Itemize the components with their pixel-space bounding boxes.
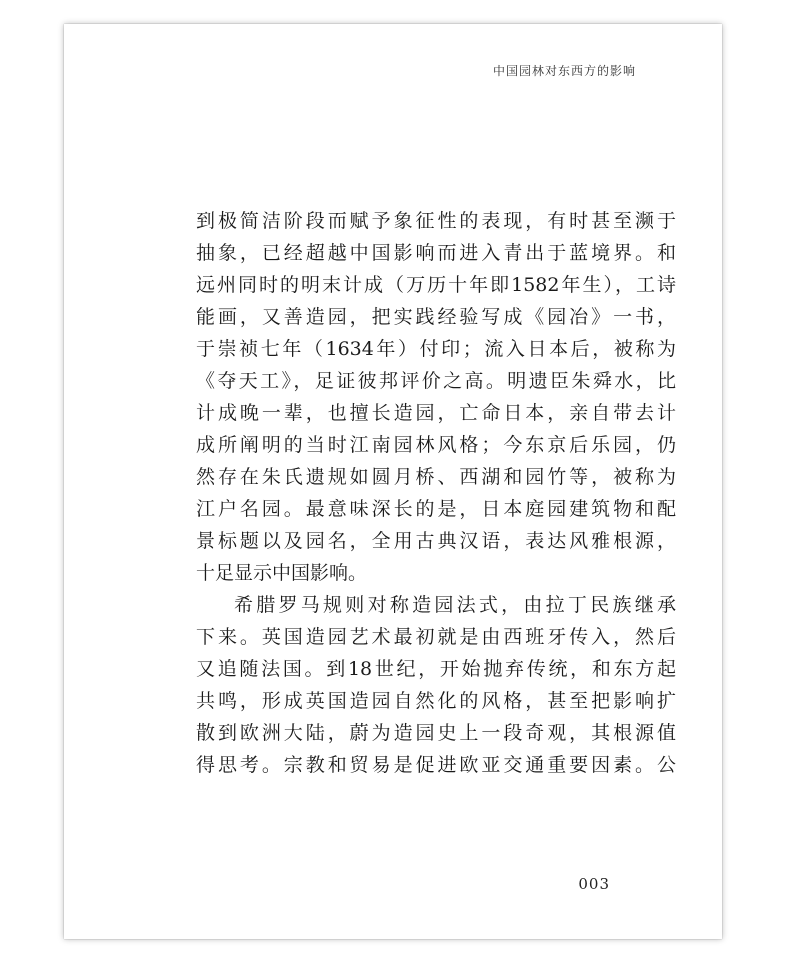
text-line: 又追随法国。到18世纪，开始抛弃传统，和东方起 [196,658,676,680]
text-line: 然存在朱氏遗规如圆月桥、西湖和园竹等，被称为 [196,466,676,488]
text-line: 江户名园。最意味深长的是，日本庭园建筑物和配 [196,498,676,520]
text-line: 抽象，已经超越中国影响而进入青出于蓝境界。和 [196,242,676,264]
paragraph-1 [196,205,676,589]
book-page [64,24,722,939]
text-line: 成所阐明的当时江南园林风格；今东京后乐园，仍 [196,434,676,456]
paragraph-2 [196,589,676,781]
text-line: 能画，又善造园，把实践经验写成《园冶》一书， [196,306,676,328]
running-header: 中国园林对东西方的影响 [492,64,636,78]
text-line: 十足显示中国影响。 [196,562,368,584]
page-number: 003 [578,875,610,893]
text-line: 散到欧洲大陆，蔚为造园史上一段奇观，其根源值 [196,722,676,744]
text-line: 到极简洁阶段而赋予象征性的表现，有时甚至濒于 [196,210,676,232]
text-line: 下来。英国造园艺术最初就是由西班牙传入，然后 [196,626,676,648]
text-line: 于崇祯七年（1634年）付印；流入日本后，被称为 [196,338,676,360]
text-line: 共鸣，形成英国造园自然化的风格，甚至把影响扩 [196,690,676,712]
body-text [196,205,676,781]
text-line: 计成晚一辈，也擅长造园，亡命日本，亲自带去计 [196,402,676,424]
text-line: 远州同时的明末计成（万历十年即1582年生），工诗 [196,274,676,296]
text-line: 希腊罗马规则对称造园法式，由拉丁民族继承 [234,594,676,616]
text-line: 景标题以及园名，全用古典汉语，表达风雅根源， [196,530,676,552]
text-line: 得思考。宗教和贸易是促进欧亚交通重要因素。公 [196,754,676,776]
text-line: 《夺天工》，足证彼邦评价之高。明遗臣朱舜水，比 [196,370,676,392]
